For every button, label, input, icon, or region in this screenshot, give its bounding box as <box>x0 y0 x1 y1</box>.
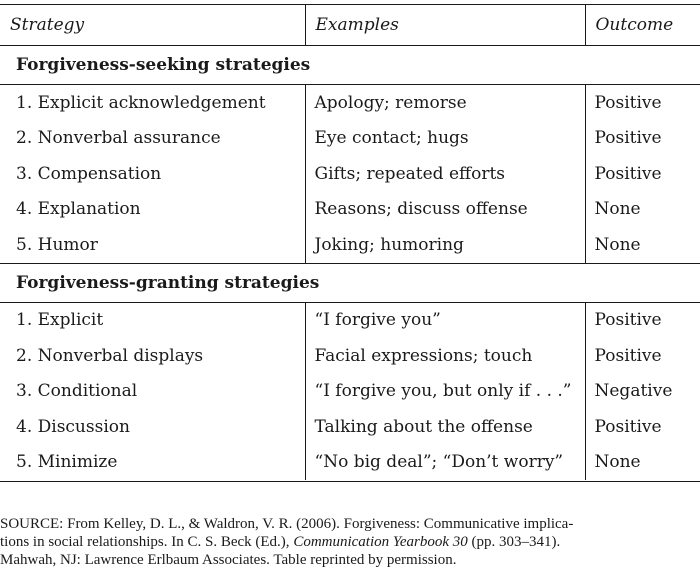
header-strategy: Strategy <box>0 5 305 46</box>
cell-strategy: 3. Compensation <box>16 163 162 184</box>
table-row <box>0 227 700 263</box>
section-row-granting <box>0 263 700 302</box>
cell-examples: “No big deal”; “Don’t worry” <box>305 445 585 481</box>
table-row <box>0 374 700 410</box>
cell-strategy: 5. Minimize <box>16 452 118 473</box>
cell-outcome: None <box>585 445 700 481</box>
section-title: Forgiveness-granting strategies <box>0 263 700 302</box>
cell-examples: “I forgive you, but only if . . .” <box>305 374 585 410</box>
cell-strategy: 4. Discussion <box>16 416 130 437</box>
cell-examples: Eye contact; hugs <box>305 121 585 157</box>
cell-outcome: Positive <box>585 338 700 374</box>
cell-examples: Facial expressions; touch <box>305 338 585 374</box>
cell-strategy: 4. Explanation <box>16 199 141 220</box>
section-title: Forgiveness-seeking strategies <box>0 46 700 85</box>
cell-strategy: 5. Humor <box>16 234 98 255</box>
cell-outcome: Positive <box>585 85 700 121</box>
cell-strategy: 1. Explicit <box>16 310 104 331</box>
table-row <box>0 192 700 228</box>
source-line-2-post: (pp. 303–341). <box>467 534 561 550</box>
table-row <box>0 156 700 192</box>
cell-strategy: 2. Nonverbal assurance <box>16 128 221 149</box>
cell-outcome: Negative <box>585 374 700 410</box>
cell-outcome: None <box>585 227 700 263</box>
cell-outcome: Positive <box>585 302 700 338</box>
cell-outcome: Positive <box>585 409 700 445</box>
table-row <box>0 338 700 374</box>
source-line-1: SOURCE: From Kelley, D. L., & Waldron, V. R. (2006). Forgiveness: Communicative implica- <box>0 516 574 532</box>
table-row <box>0 302 700 338</box>
cell-strategy: 2. Nonverbal displays <box>16 345 204 366</box>
table-row <box>0 85 700 121</box>
cell-strategy: 1. Explicit acknowledgement <box>16 92 266 113</box>
section-row-seeking <box>0 46 700 85</box>
cell-examples: Reasons; discuss offense <box>305 192 585 228</box>
cell-examples: Joking; humoring <box>305 227 585 263</box>
table-row <box>0 409 700 445</box>
cell-examples: Apology; remorse <box>305 85 585 121</box>
cell-outcome: None <box>585 192 700 228</box>
source-journal-title: Communication Yearbook 30 <box>293 534 468 550</box>
source-line-3: Mahwah, NJ: Lawrence Erlbaum Associates. Table reprinted by permission. <box>0 552 457 568</box>
header-outcome: Outcome <box>585 5 700 46</box>
source-line-2-pre: tions in social relationships. In C. S. Beck (Ed.), <box>0 534 294 550</box>
table-header-row <box>0 5 700 46</box>
header-examples: Examples <box>305 5 585 46</box>
cell-examples: “I forgive you” <box>305 302 585 338</box>
forgiveness-strategies-table <box>0 5 700 480</box>
forgiveness-table-frame <box>0 4 700 482</box>
source-line-2 <box>0 533 700 551</box>
table-row <box>0 121 700 157</box>
cell-outcome: Positive <box>585 156 700 192</box>
cell-strategy: 3. Conditional <box>16 381 138 402</box>
table-row <box>0 445 700 481</box>
cell-examples: Talking about the offense <box>305 409 585 445</box>
cell-outcome: Positive <box>585 121 700 157</box>
cell-examples: Gifts; repeated efforts <box>305 156 585 192</box>
source-note <box>0 515 700 569</box>
